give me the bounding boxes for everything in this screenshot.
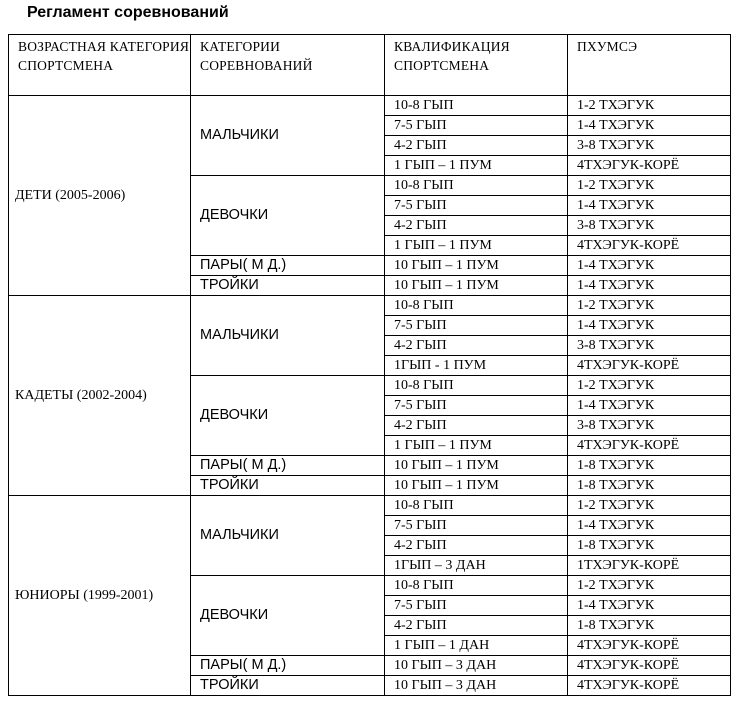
qualification-cell: 4-2 ГЫП [385, 536, 568, 556]
competition-category-cell: МАЛЬЧИКИ [191, 496, 385, 576]
qualification-cell: 7-5 ГЫП [385, 516, 568, 536]
table-body [9, 35, 731, 696]
qualification-cell: 10-8 ГЫП [385, 496, 568, 516]
pkhumse-cell: 1-8 ТХЭГУК [568, 456, 731, 476]
page-title: Регламент соревнований [27, 4, 229, 21]
header-qualification: КВАЛИФИКАЦИЯ СПОРТСМЕНА [385, 35, 568, 96]
header-competition-category: КАТЕГОРИИ СОРЕВНОВАНИЙ [191, 35, 385, 96]
header-age-category: ВОЗРАСТНАЯ КАТЕГОРИЯ СПОРТСМЕНА [9, 35, 191, 96]
qualification-cell: 10-8 ГЫП [385, 176, 568, 196]
pkhumse-cell: 1-2 ТХЭГУК [568, 176, 731, 196]
qualification-cell: 7-5 ГЫП [385, 396, 568, 416]
competition-category-cell: ПАРЫ( М Д.) [191, 456, 385, 476]
qualification-cell: 10-8 ГЫП [385, 376, 568, 396]
competition-category-cell: МАЛЬЧИКИ [191, 296, 385, 376]
table-row [9, 296, 731, 316]
pkhumse-cell: 1-2 ТХЭГУК [568, 296, 731, 316]
competition-category-cell: ПАРЫ( М Д.) [191, 256, 385, 276]
pkhumse-cell: 1-4 ТХЭГУК [568, 256, 731, 276]
qualification-cell: 10 ГЫП – 1 ПУМ [385, 276, 568, 296]
qualification-cell: 1 ГЫП – 1 ДАН [385, 636, 568, 656]
qualification-cell: 4-2 ГЫП [385, 616, 568, 636]
age-category-cell: ДЕТИ (2005-2006) [9, 96, 191, 296]
qualification-cell: 10-8 ГЫП [385, 576, 568, 596]
pkhumse-cell: 3-8 ТХЭГУК [568, 416, 731, 436]
pkhumse-cell: 4ТХЭГУК-КОРЁ [568, 356, 731, 376]
competition-category-cell: ДЕВОЧКИ [191, 376, 385, 456]
competition-category-cell: МАЛЬЧИКИ [191, 96, 385, 176]
pkhumse-cell: 1-4 ТХЭГУК [568, 316, 731, 336]
qualification-cell: 1 ГЫП – 1 ПУМ [385, 156, 568, 176]
qualification-cell: 10-8 ГЫП [385, 96, 568, 116]
qualification-cell: 1 ГЫП – 1 ПУМ [385, 236, 568, 256]
qualification-cell: 4-2 ГЫП [385, 336, 568, 356]
qualification-cell: 10-8 ГЫП [385, 296, 568, 316]
pkhumse-cell: 1-4 ТХЭГУК [568, 396, 731, 416]
qualification-cell: 10 ГЫП – 1 ПУМ [385, 476, 568, 496]
pkhumse-cell: 3-8 ТХЭГУК [568, 216, 731, 236]
age-category-cell: ЮНИОРЫ (1999-2001) [9, 496, 191, 696]
qualification-cell: 4-2 ГЫП [385, 136, 568, 156]
pkhumse-cell: 1-2 ТХЭГУК [568, 376, 731, 396]
pkhumse-cell: 3-8 ТХЭГУК [568, 336, 731, 356]
pkhumse-cell: 1-8 ТХЭГУК [568, 476, 731, 496]
pkhumse-cell: 1-8 ТХЭГУК [568, 616, 731, 636]
competition-category-cell: ТРОЙКИ [191, 676, 385, 696]
qualification-cell: 10 ГЫП – 1 ПУМ [385, 456, 568, 476]
pkhumse-cell: 1-8 ТХЭГУК [568, 536, 731, 556]
pkhumse-cell: 1-4 ТХЭГУК [568, 516, 731, 536]
competition-category-cell: ТРОЙКИ [191, 476, 385, 496]
pkhumse-cell: 4ТХЭГУК-КОРЁ [568, 436, 731, 456]
competition-category-cell: ТРОЙКИ [191, 276, 385, 296]
pkhumse-cell: 1ТХЭГУК-КОРЁ [568, 556, 731, 576]
qualification-cell: 10 ГЫП – 3 ДАН [385, 676, 568, 696]
qualification-cell: 1ГЫП - 1 ПУМ [385, 356, 568, 376]
pkhumse-cell: 4ТХЭГУК-КОРЁ [568, 676, 731, 696]
competition-category-cell: ПАРЫ( М Д.) [191, 656, 385, 676]
header-row [9, 35, 731, 96]
competition-category-cell: ДЕВОЧКИ [191, 176, 385, 256]
qualification-cell: 7-5 ГЫП [385, 596, 568, 616]
qualification-cell: 1ГЫП – 3 ДАН [385, 556, 568, 576]
pkhumse-cell: 1-2 ТХЭГУК [568, 496, 731, 516]
table-row [9, 96, 731, 116]
competition-rules-table [8, 34, 731, 696]
pkhumse-cell: 1-4 ТХЭГУК [568, 276, 731, 296]
header-pkhumse: ПХУМСЭ [568, 35, 731, 96]
pkhumse-cell: 1-4 ТХЭГУК [568, 596, 731, 616]
age-category-cell: КАДЕТЫ (2002-2004) [9, 296, 191, 496]
pkhumse-cell: 1-4 ТХЭГУК [568, 116, 731, 136]
qualification-cell: 10 ГЫП – 1 ПУМ [385, 256, 568, 276]
pkhumse-cell: 4ТХЭГУК-КОРЁ [568, 636, 731, 656]
pkhumse-cell: 1-2 ТХЭГУК [568, 96, 731, 116]
table-row [9, 496, 731, 516]
qualification-cell: 7-5 ГЫП [385, 196, 568, 216]
pkhumse-cell: 4ТХЭГУК-КОРЁ [568, 656, 731, 676]
pkhumse-cell: 4ТХЭГУК-КОРЁ [568, 236, 731, 256]
pkhumse-cell: 3-8 ТХЭГУК [568, 136, 731, 156]
pkhumse-cell: 4ТХЭГУК-КОРЁ [568, 156, 731, 176]
competition-category-cell: ДЕВОЧКИ [191, 576, 385, 656]
pkhumse-cell: 1-4 ТХЭГУК [568, 196, 731, 216]
qualification-cell: 7-5 ГЫП [385, 116, 568, 136]
qualification-cell: 7-5 ГЫП [385, 316, 568, 336]
pkhumse-cell: 1-2 ТХЭГУК [568, 576, 731, 596]
qualification-cell: 4-2 ГЫП [385, 216, 568, 236]
qualification-cell: 4-2 ГЫП [385, 416, 568, 436]
qualification-cell: 10 ГЫП – 3 ДАН [385, 656, 568, 676]
qualification-cell: 1 ГЫП – 1 ПУМ [385, 436, 568, 456]
